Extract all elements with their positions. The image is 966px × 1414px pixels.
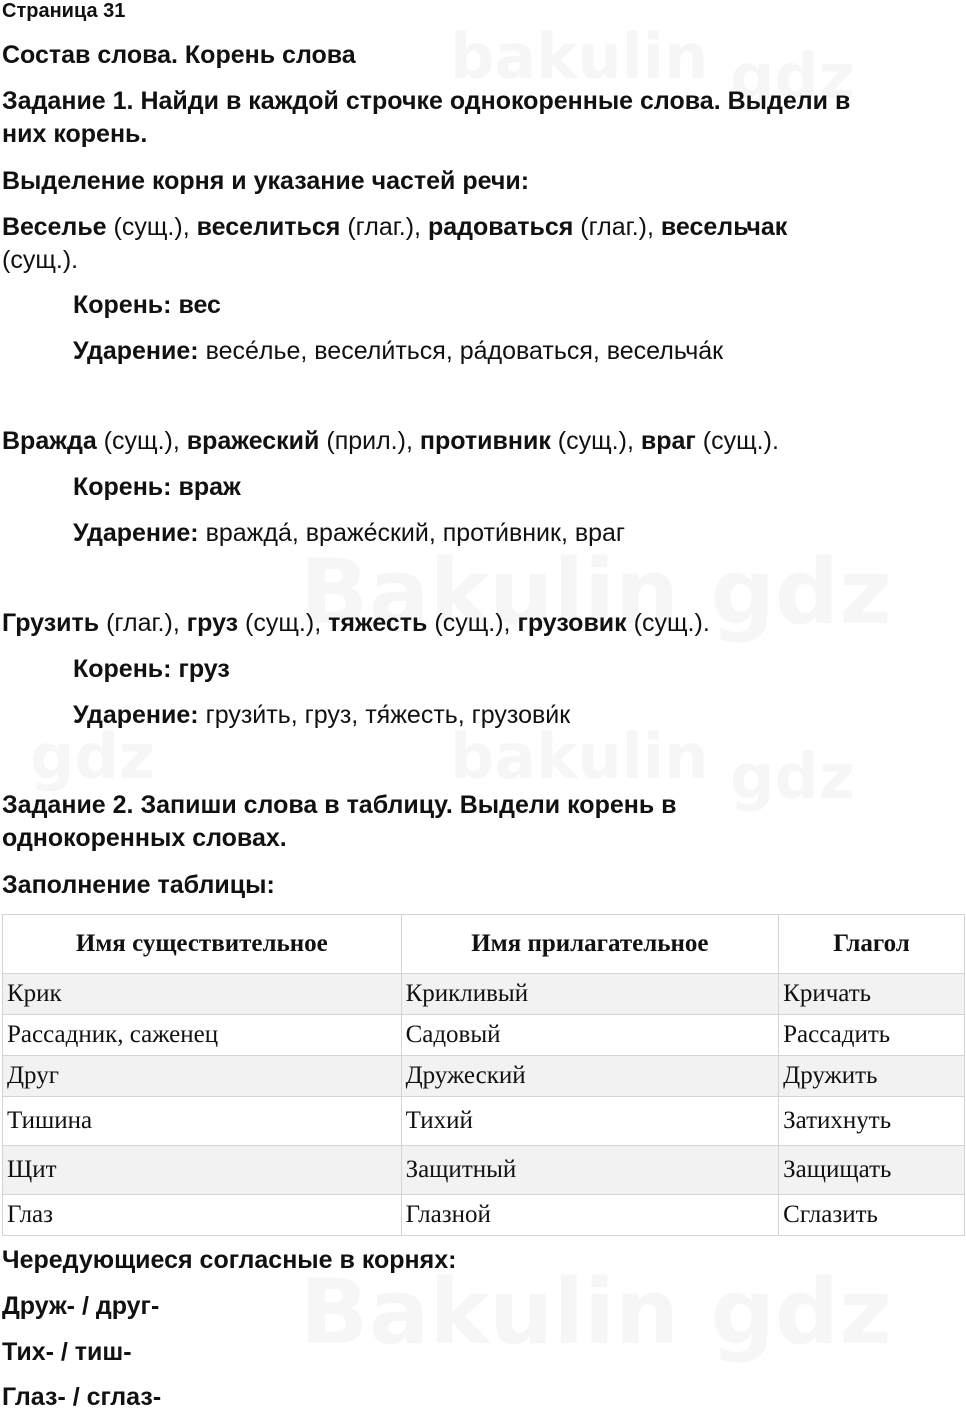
watermark (450, 20, 708, 93)
table-cell: Тихий (401, 1097, 779, 1146)
group3-root: Корень: груз (73, 655, 230, 683)
part-of-speech: (сущ.), (106, 213, 197, 241)
group3-stress (73, 698, 570, 732)
alternation-item: Тих- / тиш- (2, 1338, 132, 1366)
table-cell: Рассадить (779, 1015, 965, 1056)
word: Грузить (2, 609, 100, 637)
part-of-speech: (сущ.), (96, 427, 187, 455)
group1-root: Корень: вес (73, 291, 221, 319)
word: радоваться (427, 213, 574, 241)
table-cell: Садовый (401, 1015, 779, 1056)
part-of-speech: (сущ.). (695, 427, 779, 455)
group1-words (2, 210, 787, 244)
group3-words (2, 606, 710, 640)
word: весельчак (660, 213, 788, 241)
table-cell: Затихнуть (779, 1097, 965, 1146)
table-row (3, 1056, 965, 1097)
table-row (3, 1195, 965, 1236)
group1-stress (73, 334, 723, 368)
topic-heading: Состав слова. Корень слова (2, 41, 356, 69)
alternation-item: Глаз- / сглаз- (2, 1383, 162, 1411)
word: тяжесть (328, 609, 428, 637)
table-cell: Сглазить (779, 1195, 965, 1236)
table-cell: Защитный (401, 1146, 779, 1195)
word: Веселье (2, 213, 107, 241)
word: противник (419, 427, 551, 455)
table-cell: Друг (3, 1056, 402, 1097)
table-cell: Защищать (779, 1146, 965, 1195)
word: Вражда (2, 427, 97, 455)
part-of-speech: (сущ.). (626, 609, 710, 637)
stress-label: Ударение: (73, 701, 199, 729)
table-cell: Рассадник, саженец (3, 1015, 402, 1056)
stress-label: Ударение: (73, 337, 199, 365)
group1-words-cont: (сущ.). (2, 246, 79, 274)
task2-title-line2: однокоренных словах. (2, 824, 287, 852)
table-cell: Крик (3, 974, 402, 1015)
stress-words: грузи́ть, груз, тя́жесть, грузови́к (198, 701, 571, 729)
table-cell: Крикливый (401, 974, 779, 1015)
group2-stress (73, 516, 625, 550)
table-cell: Кричать (779, 974, 965, 1015)
table-row (3, 1146, 965, 1195)
task2-title-line1: Задание 2. Запиши слова в таблицу. Выдели корень в (2, 791, 677, 819)
watermark (730, 740, 855, 813)
group2-root: Корень: враж (73, 473, 241, 501)
table-cell: Глазной (401, 1195, 779, 1236)
word: враг (640, 427, 696, 455)
group2-words (2, 424, 779, 458)
table-cell: Тишина (3, 1097, 402, 1146)
part-of-speech: (глаг.), (99, 609, 187, 637)
task2-subheading: Заполнение таблицы: (2, 871, 275, 899)
page-label: Страница 31 (2, 0, 126, 22)
stress-words: весе́лье, весели́ться, ра́доваться, весельча́к (198, 337, 724, 365)
part-of-speech: (сущ.), (238, 609, 329, 637)
column-header: Имя существительное (3, 915, 402, 974)
table-row (3, 974, 965, 1015)
part-of-speech: (глаг.), (340, 213, 428, 241)
table-cell: Глаз (3, 1195, 402, 1236)
column-header: Глагол (779, 915, 965, 974)
stress-words: вражда́, враже́ский, проти́вник, враг (198, 519, 626, 547)
part-of-speech: (глаг.), (573, 213, 661, 241)
word: веселиться (196, 213, 341, 241)
column-header: Имя прилагательное (401, 915, 779, 974)
stress-label: Ударение: (73, 519, 199, 547)
alternation-item: Друж- / друг- (2, 1292, 160, 1320)
table-row (3, 1097, 965, 1146)
alternation-heading: Чередующиеся согласные в корнях: (2, 1246, 457, 1274)
table-row (3, 1015, 965, 1056)
word: вражеский (186, 427, 320, 455)
word: груз (186, 609, 239, 637)
table-cell: Щит (3, 1146, 402, 1195)
task1-subheading: Выделение корня и указание частей речи: (2, 167, 530, 195)
task1-title-line1: Задание 1. Найди в каждой строчке однокоренные слова. Выдели в (2, 87, 851, 115)
part-of-speech: (прил.), (319, 427, 420, 455)
word: грузовик (517, 609, 627, 637)
word-table (2, 914, 965, 1236)
part-of-speech: (сущ.), (427, 609, 518, 637)
task1-title-line2: них корень. (2, 120, 148, 148)
table-cell: Дружить (779, 1056, 965, 1097)
table-cell: Дружеский (401, 1056, 779, 1097)
table-header-row (3, 915, 965, 974)
part-of-speech: (сущ.), (550, 427, 641, 455)
